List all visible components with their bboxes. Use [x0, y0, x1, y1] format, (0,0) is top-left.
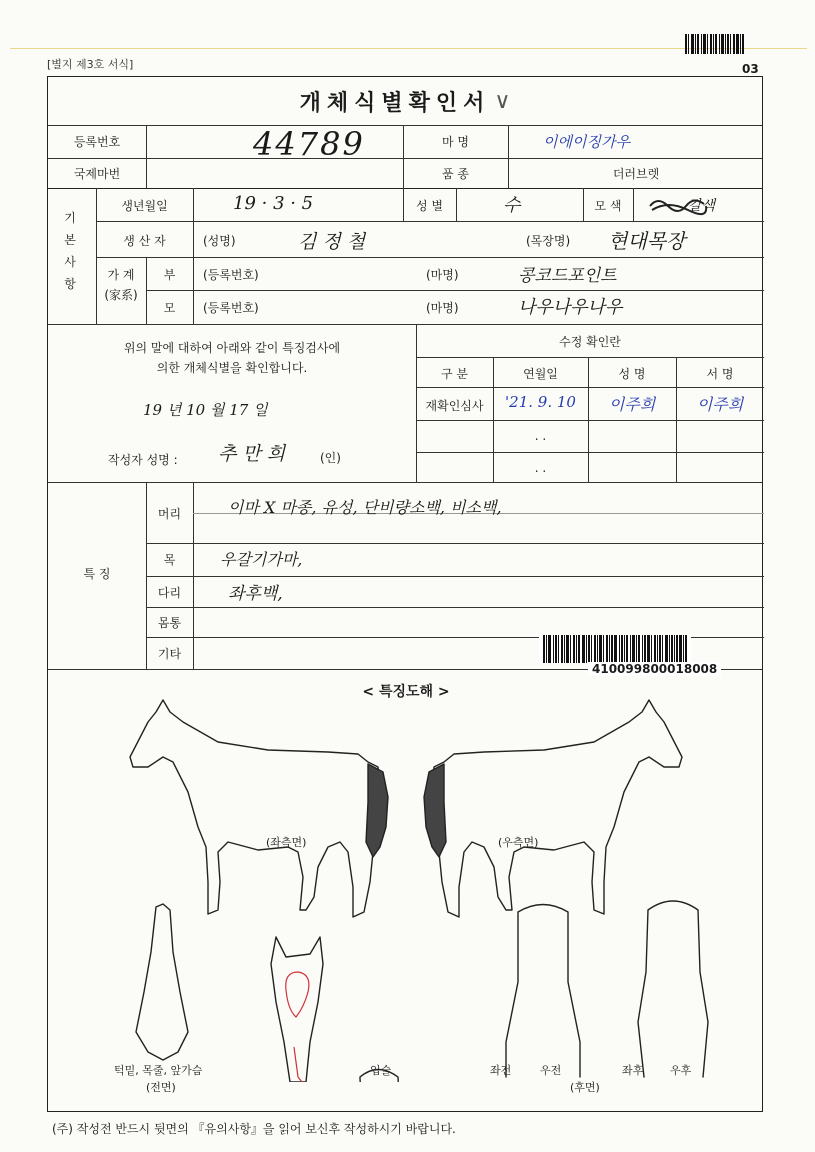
family-label-text: 가 계	[107, 268, 135, 282]
family-label-hanja: (家系)	[104, 288, 138, 302]
farm-value: 현대목장	[608, 229, 686, 253]
statement-line2: 의한 개체식별을 확인합니다.	[156, 361, 308, 375]
birth-label: 생년월일	[121, 199, 168, 213]
breeder-name-label: (성명)	[203, 234, 236, 248]
seal-label: (인)	[320, 451, 341, 465]
breed-value: 더러브렛	[612, 167, 660, 181]
left-tail	[366, 764, 388, 857]
left-side-horse	[130, 700, 380, 917]
dam-name-label: (마명)	[426, 301, 459, 315]
head-front	[271, 937, 323, 1082]
left-hind-caption: 좌후	[622, 1064, 644, 1077]
sire-label: 부	[163, 268, 176, 282]
revision-row-date-3: . .	[534, 461, 547, 475]
front-legs-view	[506, 905, 580, 1078]
birth-value: 19 · 3 · 5	[233, 193, 314, 214]
sex-label: 성 별	[416, 199, 443, 213]
revision-row-date: '21. 9. 10	[505, 393, 576, 411]
diagram-title: < 특징도해 >	[362, 684, 450, 700]
barcode-number: 410099800018008	[588, 662, 721, 676]
dam-reg-label: (등록번호)	[203, 301, 259, 315]
family-label	[96, 265, 146, 305]
col-sign: 서 명	[706, 367, 734, 381]
front-view-horse	[136, 904, 188, 1060]
sire-reg-label: (등록번호)	[203, 268, 259, 282]
dam-label: 모	[163, 301, 176, 315]
legs-label: 다리	[157, 586, 182, 600]
front-parts-caption: 턱밑, 목줄, 앞가슴	[114, 1064, 203, 1077]
farm-label: (목장명)	[526, 234, 571, 248]
footer-note: (주) 작성전 반드시 뒷면의 『유의사항』을 읽어 보신후 작성하시기 바랍니다.	[52, 1122, 456, 1136]
form-label: [별지 제3호 서식]	[47, 58, 134, 71]
revision-title: 수정 확인란	[559, 335, 621, 349]
features-section-label: 특 징	[83, 567, 111, 581]
top-barcode	[685, 34, 744, 54]
horse-name-value: 이에이징가우	[543, 133, 630, 151]
head-value: 이마 X 마종, 유성, 단비량소백, 비소백,	[228, 498, 502, 517]
coat-scribble	[648, 196, 708, 216]
breeder-label: 생 산 자	[123, 234, 166, 248]
revision-row-name: 이주희	[608, 395, 656, 414]
writer-value: 추 만 희	[218, 443, 286, 465]
sex-value: 수	[503, 195, 521, 216]
statement-line1: 위의 말에 대하여 아래와 같이 특징검사에	[123, 341, 341, 355]
col-date: 연월일	[523, 367, 558, 381]
body-label: 몸통	[157, 616, 182, 630]
check-mark: ∨	[494, 88, 511, 114]
right-hind-caption: 우후	[670, 1064, 692, 1077]
right-front-caption: 우전	[540, 1064, 562, 1077]
red-nose-mark	[294, 1047, 302, 1082]
coat-value: 갈색	[688, 198, 716, 214]
revision-row-date-2: . .	[534, 429, 547, 443]
head-label: 머리	[157, 507, 182, 521]
reg-no-label: 등록번호	[73, 135, 121, 149]
dam-name-value: 나우나우나우	[518, 297, 623, 318]
right-side-horse	[432, 700, 682, 917]
neck-label: 목	[163, 553, 176, 567]
sire-name-label: (마명)	[426, 268, 459, 282]
legs-value: 좌후백,	[228, 584, 283, 604]
red-face-mark	[286, 972, 309, 1017]
form-frame	[47, 76, 763, 1112]
title-row	[48, 77, 762, 125]
writer-label: 작성자 성명 :	[108, 453, 178, 467]
right-tail	[424, 764, 446, 857]
rear-view-horse	[638, 901, 708, 1077]
left-side-caption: (좌측면)	[266, 836, 307, 849]
col-name: 성 명	[618, 367, 646, 381]
coat-label: 모 색	[594, 199, 622, 213]
left-front-caption: 좌전	[490, 1064, 512, 1077]
col-type: 구 분	[441, 367, 468, 381]
breeder-name-value: 김 정 철	[298, 231, 366, 253]
intl-no-label: 국제마번	[73, 167, 121, 181]
reg-no-value: 44789	[253, 125, 365, 163]
page-number: 03	[742, 62, 759, 76]
breed-label: 품 종	[442, 167, 469, 181]
lips-caption: 입술	[370, 1064, 392, 1077]
other-label: 기타	[157, 647, 182, 661]
diagram-drawing	[48, 682, 764, 1082]
revision-row-sign: 이주희	[696, 395, 744, 414]
front-view-caption: (전면)	[146, 1081, 176, 1094]
right-side-caption: (우측면)	[498, 836, 539, 849]
sticker-barcode	[539, 635, 691, 663]
horse-name-label: 마 명	[442, 135, 469, 149]
page-title: 개체식별확인서	[299, 90, 491, 116]
confirm-date: 19 년 10 월 17 일	[143, 401, 268, 419]
neck-value: 우갈기가마,	[220, 550, 303, 569]
sire-name-value: 콩코드포인트	[518, 266, 617, 286]
rear-view-caption: (후면)	[570, 1081, 600, 1094]
basic-section-label: 기본사항	[64, 211, 76, 291]
revision-row-type: 재확인심사	[425, 399, 484, 413]
